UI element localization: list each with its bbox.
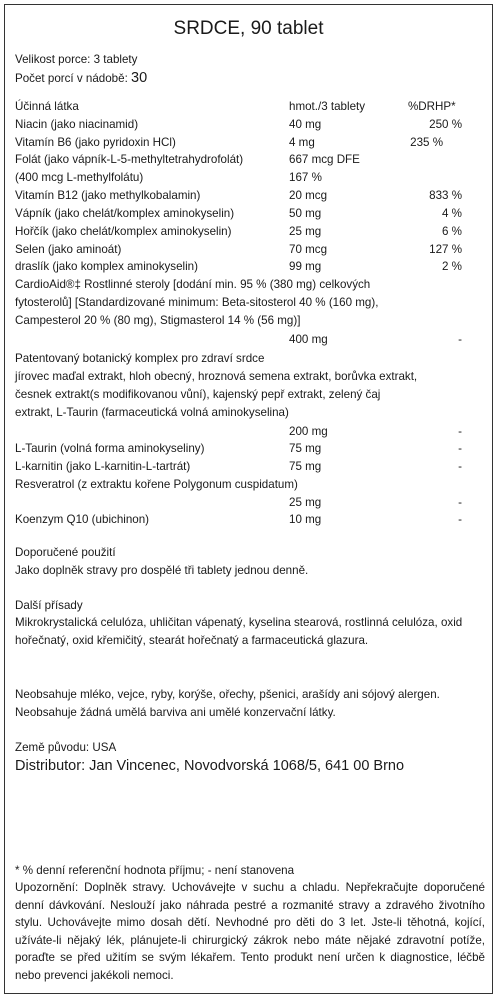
row-drhp: - [458, 442, 462, 455]
other-heading: Další přísady [15, 599, 83, 612]
row-drhp: 833 % [429, 189, 462, 202]
row-amount: 25 mg [289, 225, 322, 238]
row-name: Vápník (jako chelát/komplex aminokyselin) [15, 207, 235, 220]
row-name: Vitamín B6 (jako pyridoxin HCl) [15, 136, 176, 149]
usage-text: Jako doplněk stravy pro dospělé tři tablety jednou denně. [15, 564, 309, 577]
page-title: SRDCE, 90 tablet [173, 18, 324, 39]
row-amount: 25 mg [289, 496, 322, 509]
footnote: * % denní referenční hodnota příjmu; - není stanovena [15, 864, 295, 877]
row-amount: 40 mg [289, 118, 322, 131]
row-amount: 50 mg [289, 207, 322, 220]
row-amount: 4 mg [289, 136, 315, 149]
other-text: Mikrokrystalická celulóza, uhličitan vápenatý, kyselina stearová, rostlinná celulóza, oxid hořečnatý, oxid křemičitý, stearát hořečnatý a farmaceutická glazura. [15, 616, 463, 647]
row-name: L-Taurin (volná forma aminokyseliny) [15, 442, 205, 455]
row-amount: 167 % [289, 171, 322, 184]
row-amount: 99 mg [289, 260, 322, 273]
servings-value: 30 [131, 70, 148, 86]
header-ingredient: Účinná látka [15, 100, 79, 113]
row-amount: 10 mg [289, 513, 322, 526]
warning-text: Upozornění: Doplněk stravy. Uchovávejte v suchu a chladu. Nepřekračujte doporučené denní dávkování. Neslouží jako náhrada pestré a rozmanité stravy a zdravého životního stylu. Uchovávejte mimo dosah dětí. Nevhodné pro děti do 3 let. Jste-li těhotná, kojící, užíváte-li nějaký lék, plánujete-li chirurgický zákrok nebo máte nějaké zdravotní potíže, poraďte se před užitím se svým lékařem. Tento produkt není určen k diagnostice, léčbě nebo prevenci jakékoli nemoci. [15, 881, 485, 982]
servings-per-container [15, 69, 147, 87]
row-amount: 20 mcg [289, 189, 328, 202]
row-name: Selen (jako aminoát) [15, 243, 122, 256]
header-drhp: %DRHP* [408, 100, 456, 113]
cardioaid-line: fytosterolů] [Standardizované minimum: Beta-sitosterol 40 % (160 mg), [15, 296, 379, 309]
row-amount: 667 mcg DFE [289, 153, 360, 166]
row-name: L-karnitin (jako L-karnitin-L-tartrát) [15, 460, 191, 473]
row-drhp: 235 % [410, 136, 443, 149]
row-drhp: 250 % [429, 118, 462, 131]
botanical-amount: 200 mg [289, 425, 328, 438]
row-name: Koenzym Q10 (ubichinon) [15, 513, 150, 526]
row-amount: 75 mg [289, 442, 322, 455]
row-name: Vitamín B12 (jako methylkobalamin) [15, 189, 201, 202]
cardioaid-line: Campesterol 20 % (80 mg), Stigmasterol 14 % (56 mg)] [15, 314, 301, 327]
row-drhp: 6 % [442, 225, 462, 238]
row-drhp: - [458, 513, 462, 526]
row-name: Niacin (jako niacinamid) [15, 118, 139, 131]
botanical-line: česnek extrakt(s modifikovanou vůní), kajenský pepř extrakt, zelený čaj [15, 388, 381, 401]
usage-heading: Doporučené použití [15, 546, 116, 559]
row-drhp: - [458, 496, 462, 509]
botanical-line: jírovec maďal extrakt, hloh obecný, hroznová semena extrakt, borůvka extrakt, [15, 370, 418, 383]
row-drhp: 127 % [429, 243, 462, 256]
botanical-drhp: - [458, 425, 462, 438]
distributor: Distributor: Jan Vincenec, Novodvorská 1068/5, 641 00 Brno [15, 758, 405, 774]
row-drhp: 2 % [442, 260, 462, 273]
row-name: Resveratrol (z extraktu kořene Polygonum cuspidatum) [15, 478, 298, 491]
row-drhp: 4 % [442, 207, 462, 220]
cardioaid-amount: 400 mg [289, 333, 328, 346]
servings-label: Počet porcí v nádobě: [15, 72, 132, 85]
row-amount: 70 mcg [289, 243, 328, 256]
row-name: Folát (jako vápník-L-5-methyltetrahydrofolát) [15, 153, 244, 166]
country-of-origin: Země původu: USA [15, 741, 117, 754]
cardioaid-line: CardioAid®‡ Rostlinné steroly [dodání min. 95 % (380 mg) celkových [15, 278, 371, 291]
row-drhp: - [458, 460, 462, 473]
header-amount: hmot./3 tablety [289, 100, 366, 113]
botanical-line: extrakt, L-Taurin (farmaceutická volná aminokyselina) [15, 406, 289, 419]
serving-size: Velikost porce: 3 tablety [15, 53, 138, 66]
botanical-line: Patentovaný botanický komplex pro zdraví srdce [15, 352, 265, 365]
allergen-text: Neobsahuje mléko, vejce, ryby, korýše, ořechy, pšenici, arašídy ani sójový alergen. Neobsahuje žádná umělá barviva ani umělé konzervační látky. [15, 688, 440, 719]
row-name: Hořčík (jako chelát/komplex aminokyselin) [15, 225, 232, 238]
row-name: (400 mcg L-methylfolátu) [15, 171, 144, 184]
cardioaid-drhp: - [458, 333, 462, 346]
row-amount: 75 mg [289, 460, 322, 473]
row-name: draslík (jako komplex aminokyselin) [15, 260, 198, 273]
